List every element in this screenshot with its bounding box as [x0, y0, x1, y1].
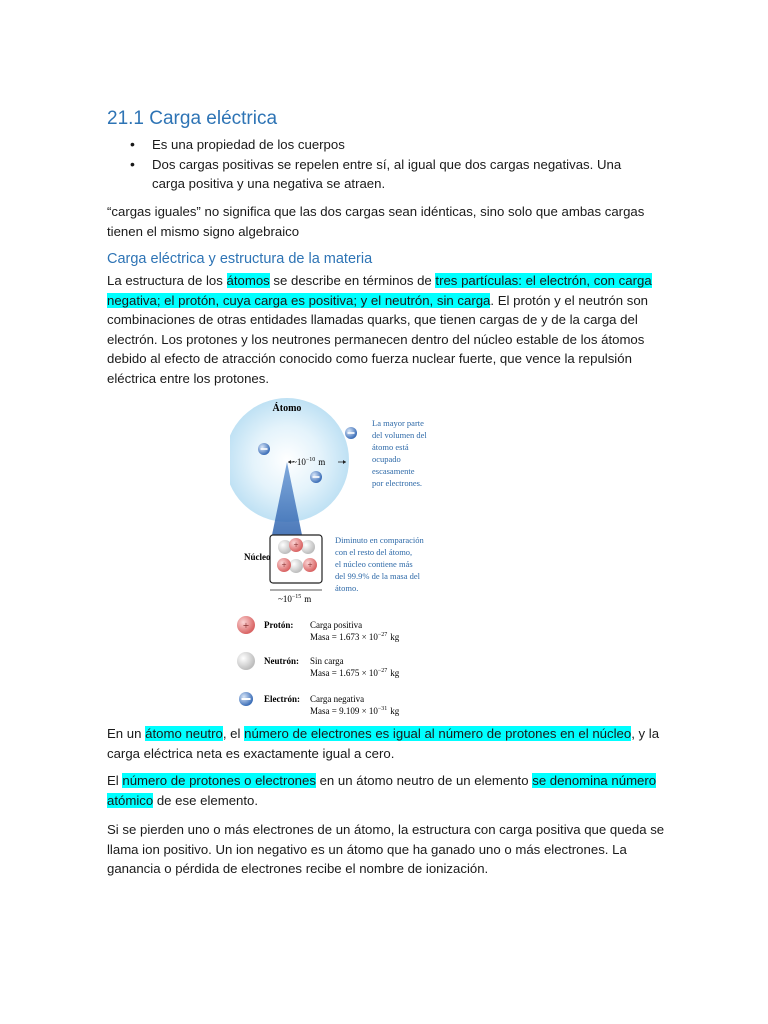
legend-name: Electrón: — [264, 694, 300, 704]
text-run: La estructura de los — [107, 273, 227, 288]
proton-icon — [303, 558, 317, 572]
legend-charge: Sin carga — [310, 656, 344, 666]
svg-text:+: + — [307, 560, 313, 570]
bullet-item: • Dos cargas positivas se repelen entre sí, al igual que dos cargas negativas. Una carga positiva y una negativa se atraen. — [107, 155, 647, 194]
text-run: , el — [222, 726, 245, 741]
legend-charge: Carga negativa — [310, 694, 365, 704]
legend-name: Protón: — [264, 620, 294, 630]
text-run: En un — [107, 726, 146, 741]
text-run: , y la carga eléctrica neta es exactamente igual a cero. — [107, 726, 660, 761]
legend-electron — [239, 692, 400, 716]
note-line: La mayor parte — [372, 418, 424, 428]
nucleus-size-unit: m — [304, 594, 312, 604]
note-line: Diminuto en comparación — [335, 535, 424, 545]
paragraph-atomic-number — [107, 771, 667, 810]
note-line: ocupado — [372, 454, 401, 464]
legend-charge: Carga positiva — [310, 620, 363, 630]
legend-proton — [237, 616, 400, 642]
legend-mass: Masa = $1.673 \times 10^{-27}$ kg — [310, 632, 400, 642]
svg-text:+: + — [281, 560, 287, 570]
atom-label: Átomo — [272, 403, 302, 414]
paragraph-like-charges: “cargas iguales” no significa que las dos cargas sean idénticas, sino solo que ambas cargas tienen el mismo signo algebraico — [107, 204, 645, 239]
bullet-item: • Es una propiedad de los cuerpos — [107, 135, 647, 155]
atom-size-exponent: −10 — [305, 457, 316, 463]
note-line: del volumen del — [372, 430, 427, 440]
highlight: átomo neutro — [145, 726, 223, 741]
atom-diagram — [230, 390, 450, 720]
note-line: átomo. — [335, 583, 359, 593]
highlight: átomos — [226, 273, 270, 288]
nucleus-size-label — [278, 594, 311, 604]
highlight: número de protones o electrones — [122, 773, 316, 788]
highlight: tres partículas: el electrón, con carga negativa; el protón, cuya carga es positiva; y el neutrón, sin carga — [107, 273, 652, 308]
note-line: del 99.9% de la masa del — [335, 571, 420, 581]
text-run: se describe en términos de — [269, 273, 436, 288]
legend-mass: Masa = $1.675 \times 10^{-27}$ kg — [310, 668, 400, 678]
highlight: se denomina número atómico — [107, 773, 657, 808]
note-line: por electrones. — [372, 478, 423, 488]
svg-text:+: + — [242, 620, 250, 632]
nucleus-size-value: ~10 — [278, 594, 292, 604]
legend-name: Neutrón: — [264, 656, 299, 666]
section-heading: 21.1 Carga eléctrica — [107, 108, 278, 129]
atom-figure — [230, 390, 450, 720]
paragraph-structure — [107, 271, 667, 388]
neutron-icon — [289, 559, 303, 573]
highlight: número de electrones es igual al número de protones en el núcleo — [244, 726, 632, 741]
paragraph-neutral-atom — [107, 724, 667, 763]
subsection-heading: Carga eléctrica y estructura de la materia — [107, 251, 373, 267]
atom-size-unit: m — [318, 457, 326, 467]
note-line: con el resto del átomo, — [335, 547, 413, 557]
electron-icon — [345, 427, 357, 439]
legend-neutron — [237, 652, 400, 678]
bullet-list — [107, 135, 647, 194]
text-run: en un átomo neutro de un elemento — [315, 773, 533, 788]
electron-icon — [310, 471, 322, 483]
nucleus-label: Núcleo — [244, 552, 271, 562]
electron-icon — [258, 443, 270, 455]
legend-mass: Masa = $9.109 \times 10^{-31}$ kg — [310, 706, 400, 716]
note-line: átomo está — [372, 442, 409, 452]
neutron-icon — [301, 540, 315, 554]
atom-size-value: ~10 — [292, 457, 306, 467]
proton-icon — [277, 558, 291, 572]
svg-text:+: + — [293, 540, 299, 550]
paragraph-ions: Si se pierden uno o más electrones de un átomo, la estructura con carga positiva que queda se llama ion positivo. Un ion negativo es un átomo que ha ganado uno o más electrones. La ganancia o pérdida de electrones recibe el nombre de ionización. — [107, 822, 665, 876]
note-line: escasamente — [372, 466, 415, 476]
nucleus-size-exponent: −15 — [291, 594, 302, 600]
atom-note — [372, 418, 427, 488]
note-line: el núcleo contiene más — [335, 559, 413, 569]
text-run: de ese elemento. — [153, 792, 259, 808]
proton-icon — [289, 538, 303, 552]
nucleus-note — [335, 535, 425, 593]
text-run: El — [107, 773, 123, 788]
text-run: . El protón y el neutrón son combinaciones de otras entidades llamadas quarks, que tienen cargas de y de la carga del electrón. Los protones y los neutrones permanecen dentro del núcleo estable de los átomos debido al efecto de atracción conocido como fuerza nuclear fuerte, que vence la repulsión eléctrica entre los protones. — [107, 292, 649, 386]
